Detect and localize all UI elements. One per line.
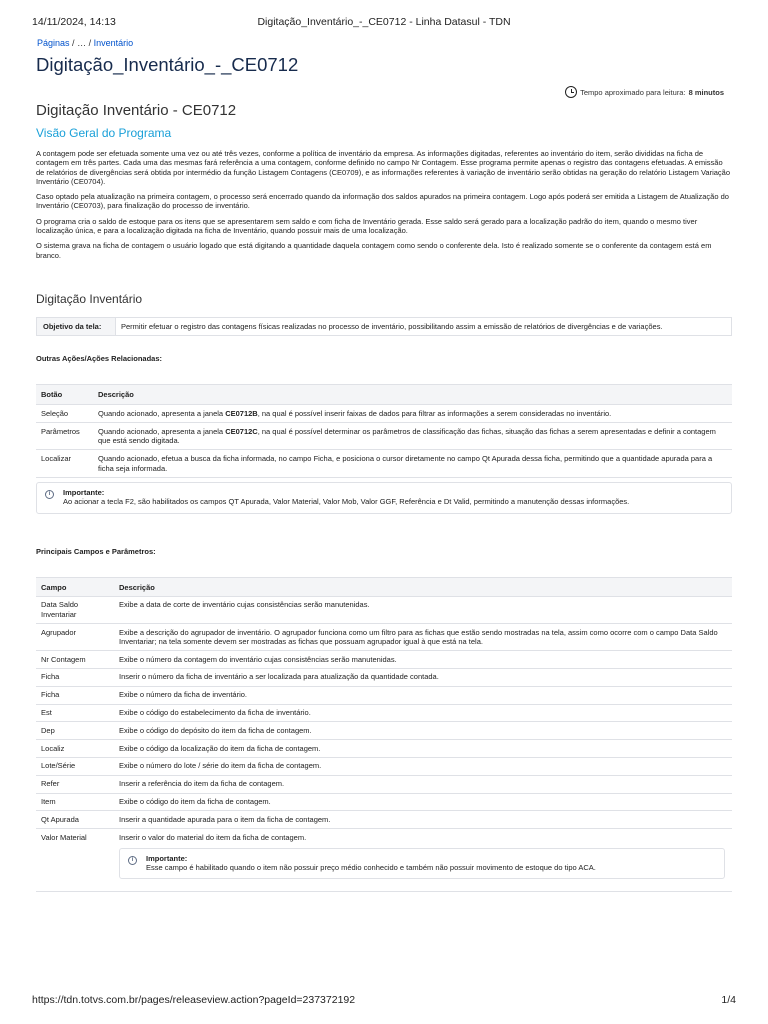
notice-text: Esse campo é habilitado quando o item não possuir preço médio conhecido e também não possuir movimento de estoque do tipo ACA. [146, 863, 596, 873]
field-description: Exibe o código da localização do item da ficha de contagem. [114, 740, 732, 758]
table-row [36, 811, 732, 829]
important-notice [119, 848, 725, 880]
field-description: Exibe o número da ficha de inventário. [114, 686, 732, 704]
button-description [93, 404, 732, 422]
print-datetime: 14/11/2024, 14:13 [32, 16, 116, 28]
field-name: Agrupador [36, 624, 114, 651]
objective-table [36, 317, 732, 336]
column-header: Descrição [93, 385, 732, 404]
table-row [36, 829, 732, 892]
window-code: CE0712C [225, 426, 258, 436]
field-description: Exibe o código do depósito do item da ficha de contagem. [114, 722, 732, 740]
related-actions-label: Outras Ações/Ações Relacionadas: [36, 354, 163, 364]
field-name: Item [36, 793, 114, 811]
field-name: Nr Contagem [36, 651, 114, 669]
column-header: Botão [36, 385, 93, 404]
table-row [37, 317, 732, 335]
page-content [36, 100, 732, 892]
description-text: , na qual é possível inserir faixas de dados para filtrar as informações a serem consideradas no inventário. [257, 408, 612, 418]
breadcrumb [37, 38, 133, 48]
description-text: Quando acionado, efetua a busca da ficha informada, no campo Ficha, e posiciona o cursor diretamente no campo Qt Apurada dessa ficha, permitindo que a quantidade apurada para a ficha seja informada. [98, 454, 713, 473]
description-text: Quando acionado, apresenta a janela [98, 408, 226, 418]
notice-text: Ao acionar a tecla F2, são habilitados os campos QT Apurada, Valor Material, Valor Mob, Valor GGF, Referência e Dt Valid, permitindo a manutenção dessas informações. [63, 497, 630, 507]
field-description: Exibe o código do estabelecimento da ficha de inventário. [114, 704, 732, 722]
field-description: Inserir o número da ficha de inventário a ser localizada para atualização da quantidade contada. [114, 668, 732, 686]
fields-label: Principais Campos e Parâmetros: [36, 546, 156, 556]
field-name: Qt Apurada [36, 811, 114, 829]
clock-icon [565, 86, 577, 98]
read-time-label: Tempo aproximado para leitura: [580, 87, 686, 97]
objective-label: Objetivo da tela: [37, 317, 116, 335]
field-name: Est [36, 704, 114, 722]
paragraph-4: O sistema grava na ficha de contagem o usuário logado que está digitando a quantidade daquela contagem como sendo o conferente dela. Isto é realizado somente se o conferente da contagem está em branco. [36, 241, 712, 260]
breadcrumb-ellipsis[interactable]: … [77, 38, 87, 48]
field-description: Inserir a referência do item da ficha de contagem. [114, 775, 732, 793]
page-number: 1/4 [721, 994, 736, 1006]
paragraph-2: Caso optado pela atualização na primeira contagem, o processo será encerrado quando da informação dos saldos apurados na primeira contagem. Logo após poderá ser emitida a Listagem de Atualização do Inventário (CE0703), para finalização do processo de inventário. [36, 192, 729, 211]
buttons-table [36, 384, 732, 478]
table-row [36, 722, 732, 740]
button-description [93, 450, 732, 478]
table-row [36, 404, 732, 422]
table-row [36, 624, 732, 651]
description-text: Quando acionado, apresenta a janela [98, 426, 226, 436]
main-heading: Digitação Inventário - CE0712 [36, 102, 237, 119]
column-header: Campo [36, 577, 114, 596]
table-row [36, 775, 732, 793]
notice-title: Importante: [63, 488, 105, 498]
field-name: Valor Material [36, 829, 114, 892]
table-header-row [36, 385, 732, 404]
button-description [93, 422, 732, 450]
read-time-value: 8 minutos [688, 87, 724, 97]
overview-heading: Visão Geral do Programa [36, 126, 172, 140]
field-name: Lote/Série [36, 757, 114, 775]
section-heading: Digitação Inventário [36, 291, 143, 306]
field-name: Data Saldo Inventariar [36, 596, 114, 623]
field-description [114, 829, 732, 892]
important-notice [36, 482, 732, 514]
objective-text: Permitir efetuar o registro das contagens físicas realizadas no processo de inventário, possibilitando assim a emissão de relatórios de divergências e de variações. [116, 317, 732, 335]
table-header-row [36, 577, 732, 596]
field-name: Localiz [36, 740, 114, 758]
paragraph-3: O programa cria o saldo de estoque para os itens que se apresentarem sem saldo e com ficha de Inventário gerada. Esse saldo será gerado para a localização padrão do item, quando o mesmo tiver localização única, e para a localização digitada na ficha de Inventário, quando possuir mais de uma localização. [36, 216, 698, 236]
table-row [36, 793, 732, 811]
field-description: Exibe a descrição do agrupador de inventário. O agrupador funciona como um filtro para as fichas que estão sendo mostradas na tela, assim como ocorre com o campo Data Saldo Inventariar; na tela somente devem ser mostradas as fichas que possuam agrupador igual à que está na tela. [114, 624, 732, 651]
button-name: Parâmetros [36, 422, 93, 450]
paragraph-1: A contagem pode ser efetuada somente uma vez ou até três vezes, conforme a política de inventário da empresa. As informações digitadas, referentes ao inventário do item, serão divididas na ficha de contagem em três partes. Cada uma das mesmas fará referência a uma contagem, conforme definido no campo Nr Contagem. Esse programa permite apenas o registro das contagens efetuadas. A emissão de relatórios de divergências será obtida por intermédio da função Listagem Contagens (CE0709), e as informações referentes à variação de inventário serão obtidas na geração do relatório Listagem Variação Inventário (CE0704). [36, 149, 731, 186]
table-row [36, 422, 732, 450]
table-row [36, 704, 732, 722]
info-icon: i [128, 856, 137, 865]
breadcrumb-link-paginas[interactable]: Páginas [37, 38, 70, 48]
print-document-title: Digitação_Inventário_-_CE0712 - Linha Datasul - TDN [257, 16, 511, 28]
table-row [36, 668, 732, 686]
field-description: Exibe a data de corte de inventário cujas consistências serão manutenidas. [114, 596, 732, 623]
table-row [36, 757, 732, 775]
table-row [36, 450, 732, 478]
breadcrumb-separator: / [72, 38, 75, 48]
table-row [36, 686, 732, 704]
read-time [565, 86, 724, 98]
field-description: Exibe o número do lote / série do item da ficha de contagem. [114, 757, 732, 775]
button-name: Localizar [36, 450, 93, 478]
breadcrumb-link-inventario[interactable]: Inventário [93, 38, 134, 48]
button-name: Seleção [36, 404, 93, 422]
field-description: Inserir a quantidade apurada para o item da ficha de contagem. [114, 811, 732, 829]
window-code: CE0712B [225, 408, 258, 418]
description-text: Inserir o valor do material do item da ficha de contagem. [119, 832, 307, 842]
table-row [36, 740, 732, 758]
field-name: Dep [36, 722, 114, 740]
field-name: Ficha [36, 668, 114, 686]
page-title: Digitação_Inventário_-_CE0712 [36, 54, 299, 75]
field-description: Exibe o número da contagem do inventário cujas consistências serão manutenidas. [114, 651, 732, 669]
print-url: https://tdn.totvs.com.br/pages/releaseview.action?pageId=237372192 [32, 994, 356, 1006]
field-description: Exibe o código do item da ficha de contagem. [114, 793, 732, 811]
description-text: , na qual é possível determinar os parâmetros de classificação das fichas, situação das fichas a serem apresentadas e definir a contagem que está sendo digitada. [98, 426, 716, 446]
field-name: Refer [36, 775, 114, 793]
fields-table [36, 577, 732, 893]
column-header: Descrição [114, 577, 732, 596]
info-icon: i [45, 490, 54, 499]
table-row [36, 651, 732, 669]
table-row [36, 596, 732, 623]
notice-title: Importante: [146, 853, 188, 863]
breadcrumb-separator: / [88, 38, 92, 48]
field-name: Ficha [36, 686, 114, 704]
